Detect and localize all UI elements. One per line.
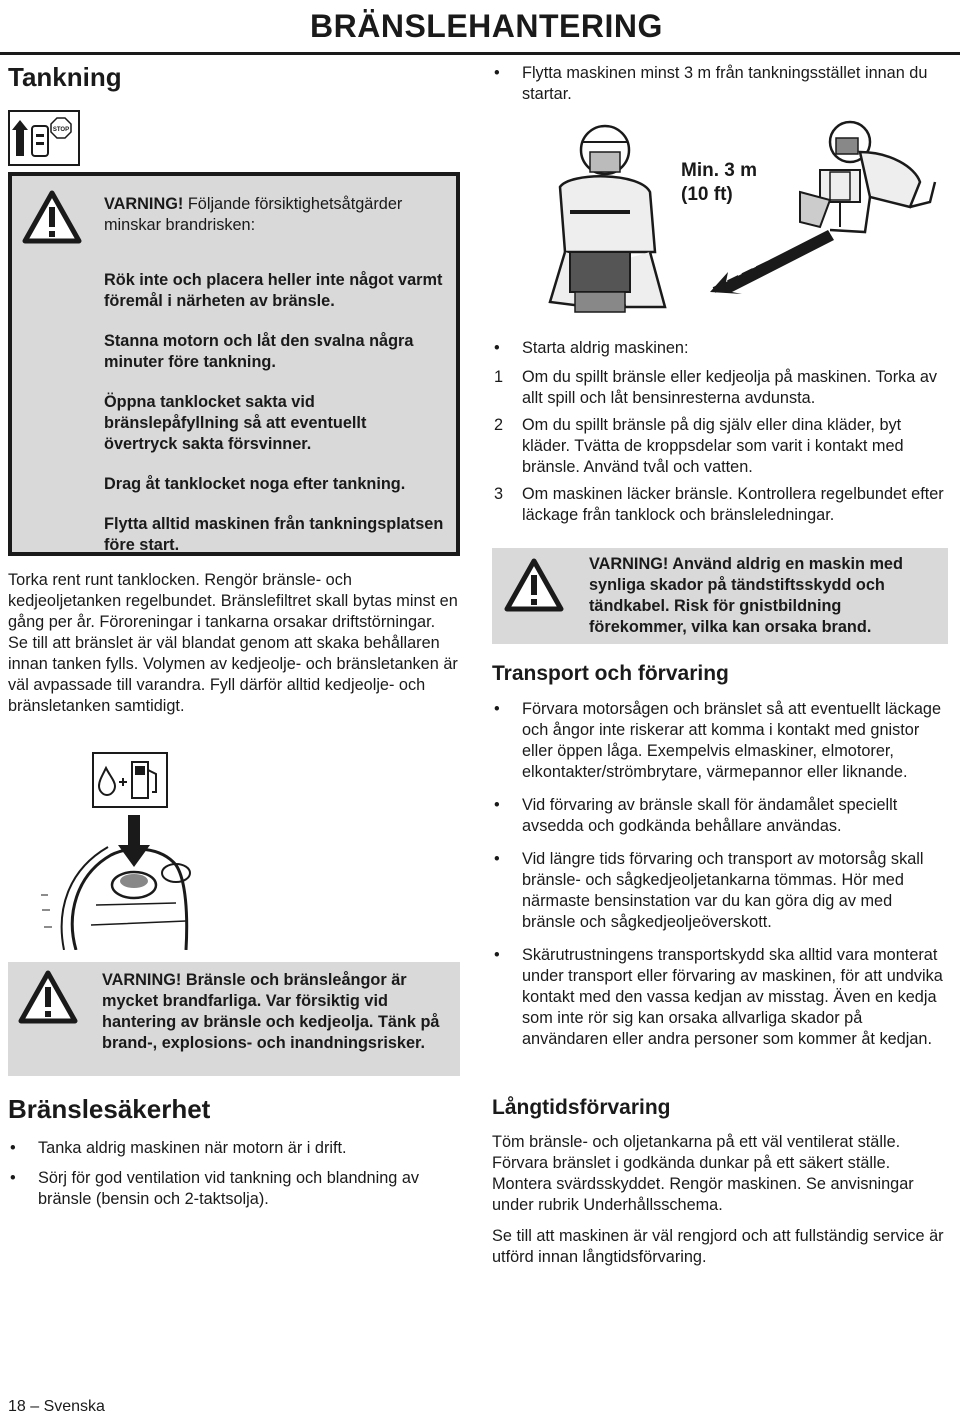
- fuel-flammable-warning: [8, 962, 460, 1076]
- start-never-list: [492, 338, 948, 368]
- list-item: • Flytta maskinen minst 3 m från tankningsstället innan du startar.: [492, 63, 948, 105]
- warning3-text: VARNING! Använd aldrig en maskin med synliga skador på tändstiftsskydd och tändkabel. Risk för gnistbildning förekommer, vilka kan orsaka brand.: [589, 555, 903, 636]
- move-machine-list: [492, 63, 948, 114]
- warning-item: Drag åt tanklocket noga efter tankning.: [104, 475, 406, 493]
- list-item: • Förvara motorsågen och bränslet så att eventuellt läckage och ångor inte riskerar att komma i kontakt med gnistor eller öppen låga. Exempelvis elmaskiner, elmotorer, elkontakter/strömbrytare, värmepannor eller liknande.: [492, 699, 948, 783]
- page-header-title: BRÄNSLEHANTERING: [310, 8, 663, 44]
- sakerhet-heading: Bränslesäkerhet: [8, 1094, 211, 1124]
- warning-triangle-icon: [18, 970, 78, 1029]
- warning-box-title: VARNING! Följande försiktighetsåtgärder minskar brandrisken:: [104, 195, 403, 234]
- warning-item: Öppna tanklocket sakta vid bränslepåfyllning så att eventuellt övertryck sakta försvinner.: [104, 393, 367, 453]
- distance-label: Min. 3 m (10 ft): [681, 160, 758, 205]
- fire-risk-warning-box: [8, 172, 460, 556]
- list-item: • Starta aldrig maskinen:: [492, 338, 948, 359]
- langtid-paragraph-1: Töm bränsle- och oljetankarna på ett väl ventilerat ställe. Förvara bränslet i godkända dunkar på ett säkert ställe. Montera svärdsskyddet. Rengör maskinen. Se anvisningar under rubrik Underhållsschema.: [492, 1133, 914, 1214]
- warning-item: Flytta alltid maskinen från tankningsplatsen före start.: [104, 515, 444, 554]
- spark-plug-warning: [492, 548, 948, 644]
- langtid-paragraph-2: Se till att maskinen är väl rengjord och att fullständig service är utförd innan långtidsförvaring.: [492, 1227, 944, 1266]
- start-conditions-list: [492, 367, 948, 532]
- list-item: • Sörj för god ventilation vid tankning och blandning av bränsle (bensin och 2-taktsolja).: [8, 1168, 458, 1210]
- transport-heading: Transport och förvaring: [492, 662, 729, 685]
- list-item: 2 Om du spillt bränsle på dig själv eller dina kläder, byt kläder. Tvätta de kroppsdelar som varit i kontakt med bränsle. Använd tvål och vatten.: [494, 416, 904, 476]
- stop-engine-icon: [8, 110, 80, 166]
- header-rule: [0, 52, 960, 55]
- sakerhet-list: [8, 1138, 458, 1219]
- transport-list: [492, 699, 948, 1059]
- warning-item: Rök inte och placera heller inte något varmt föremål i närheten av bränsle.: [104, 271, 443, 310]
- langtid-heading: Långtidsförvaring: [492, 1096, 671, 1119]
- page-footer: 18 – Svenska: [8, 1398, 105, 1415]
- stop-sign-label: STOP: [52, 127, 70, 133]
- list-item: 3 Om maskinen läcker bränsle. Kontrollera regelbundet efter läckage från tanklock och bränsleledningar.: [494, 485, 944, 524]
- cleaning-paragraph: Torka rent runt tanklocken. Rengör bränsle- och kedjeoljetanken regelbundet. Bränslefiltret skall bytas minst en gång per år. Föroreningar i tankarna orsakar driftstörningar. Se till att bränslet är väl blandat genom att skaka behållaren innan tanken fylls. Volymen av kedjeolje- och bränsletanken är väl avpassade till varandra. Fyll därför alltid kedjeolje- och bränsletanken samtidigt.: [8, 571, 458, 715]
- warning-triangle-icon: [504, 558, 564, 617]
- refuel-distance-illustration: [530, 112, 950, 327]
- list-item: • Skärutrustningens transportskydd ska alltid vara monterat under transport eller förvaring av maskinen, för att undvika kontakt med den vassa kedjan av misstag. Även en kedja som inte rör sig kan orsaka allvarliga skador på användaren eller andra personer som kommer åt kedjan.: [492, 945, 948, 1050]
- list-item: 1 Om du spillt bränsle eller kedjeolja på maskinen. Torka av allt spill och låt bensinresterna avdunsta.: [494, 368, 938, 407]
- warning-triangle-icon: [22, 190, 82, 249]
- tankning-heading: Tankning: [8, 62, 122, 92]
- chainsaw-refuel-illustration: [36, 815, 206, 955]
- list-item: • Vid förvaring av bränsle skall för ändamålet speciellt avsedda och godkända behållare användas.: [492, 795, 948, 837]
- list-item: • Tanka aldrig maskinen när motorn är i drift.: [8, 1138, 458, 1159]
- warning2-text: VARNING! Bränsle och bränsleångor är mycket brandfarliga. Var försiktig vid hantering av bränsle och kedjeolja. Tänk på brand-, explosions- och inandningsrisker.: [102, 971, 440, 1052]
- list-item: • Vid längre tids förvaring och transport av motorsåg skall bränsle- och sågkedjeoljetankarna tömmas. Hör med närmaste bensinstation var du kan göra dig av med bränsle och sågkedjeoljeöverskott.: [492, 849, 948, 933]
- warning-box-items: [104, 270, 444, 556]
- warning-item: Stanna motorn och låt den svalna några minuter före tankning.: [104, 332, 414, 371]
- fuel-oil-icon: [92, 752, 168, 808]
